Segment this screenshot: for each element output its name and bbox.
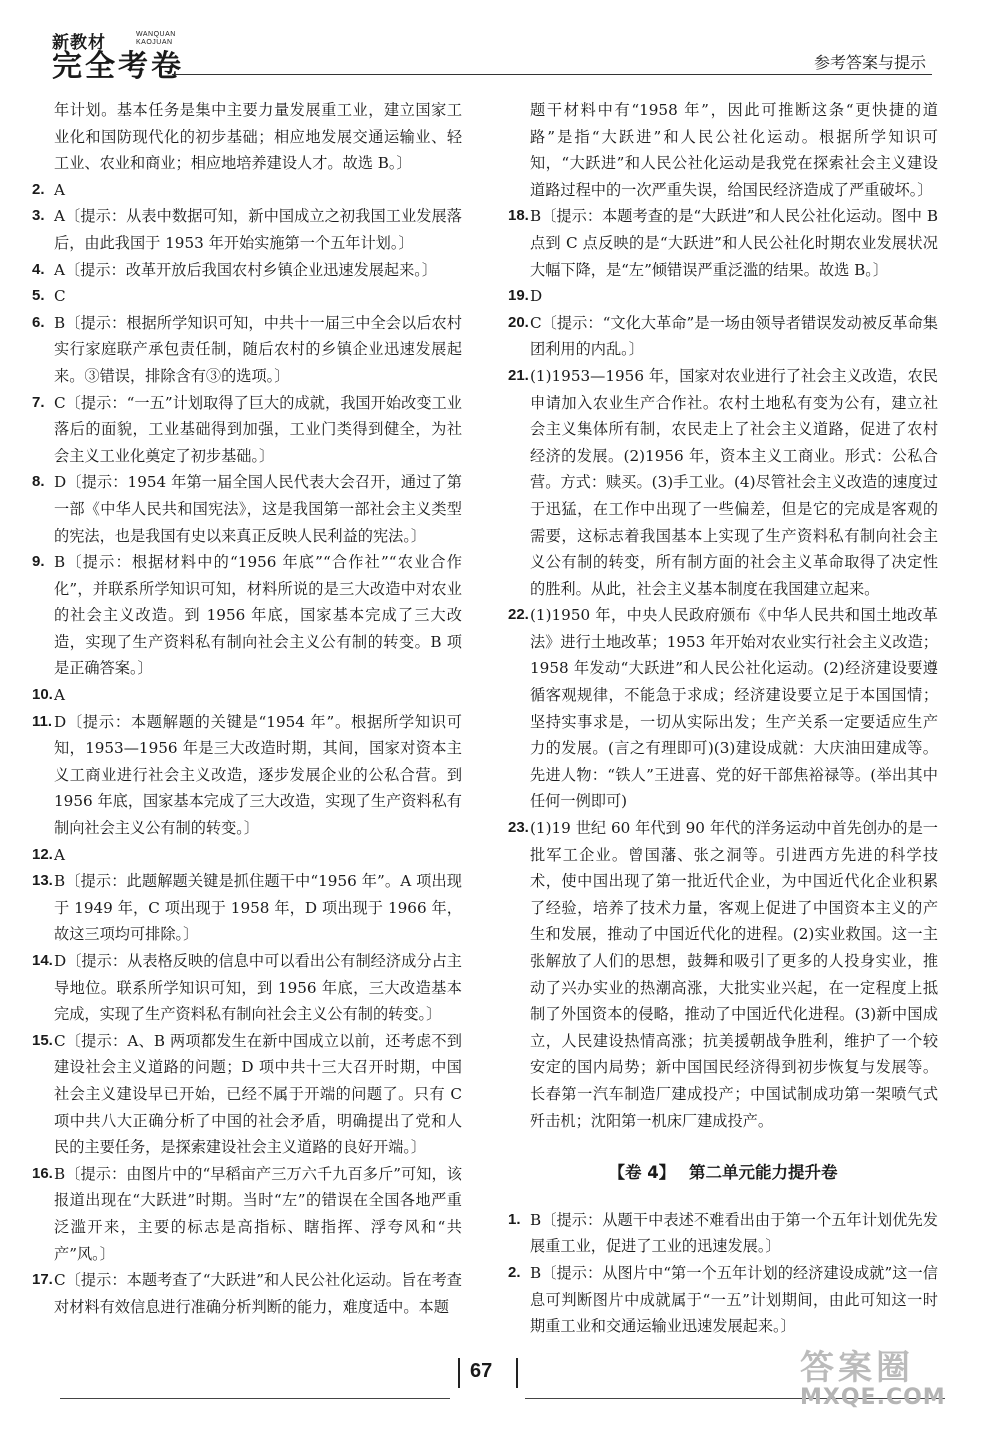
answer-item <box>32 709 462 842</box>
answer-item <box>508 310 938 363</box>
answer-number: 5. <box>32 287 45 305</box>
section-label: 【卷 4】 <box>608 1163 676 1183</box>
logo-small-text: 新教材 <box>52 33 106 53</box>
answer-item <box>32 310 462 390</box>
answer-number: 14. <box>32 952 53 969</box>
right-answer-list-top <box>508 97 938 1134</box>
answer-text: D〔提示：本题解题的关键是“1954 年”。根据所学知识可知，1953—1956 年是三大改造时期，其间，国家对资本主义工商业进行社会主义改造，逐步发展企业的公私合营。到 1956 年底，国家基本完成了三大改造，实现了生产资料私有制向社会主义公有制的转变。〕 <box>54 712 462 838</box>
answer-text: 年计划。基本任务是集中主要力量发展重工业，建立国家工业化和国防现代化的初步基础；相应地发展交通运输业、轻工业、农业和商业；相应地培养建设人才。故选 B。〕 <box>54 101 462 173</box>
page-header <box>0 0 1000 90</box>
answer-number: 7. <box>32 393 45 411</box>
answer-number: 18. <box>508 207 529 225</box>
answer-number: 2. <box>32 180 45 198</box>
footer-bar-right <box>516 1358 518 1388</box>
answer-text: A <box>54 686 65 705</box>
answer-item <box>32 283 462 310</box>
right-answer-list-bottom <box>508 1207 938 1340</box>
answer-text: A〔提示：改革开放后我国农村乡镇企业迅速发展起来。〕 <box>54 260 438 279</box>
section-heading <box>508 1160 938 1187</box>
answer-text: 题干材料中有“1958 年”，因此可推断这条“更快捷的道路”是指“大跃进”和人民公社化运动。根据所学知识可知，“大跃进”和人民公社化运动是我党在探索社会主义建设道路过程中的一次严重失误，给国民经济造成了严重破坏。〕 <box>530 101 938 199</box>
answer-item <box>508 1260 938 1340</box>
answer-item <box>32 177 462 204</box>
answer-item <box>32 682 462 709</box>
header-rule <box>172 74 932 75</box>
answer-number: 20. <box>508 313 529 331</box>
answer-item <box>32 1028 462 1161</box>
logo-big-text: 完全考卷 <box>52 49 184 84</box>
answer-number: 11. <box>32 712 53 730</box>
answer-number: 1. <box>508 1210 521 1228</box>
answer-number: 4. <box>32 260 45 278</box>
answer-item <box>32 257 462 284</box>
answer-number: 16. <box>32 1164 53 1182</box>
footer-rule-left <box>60 1398 450 1399</box>
section-title: 第二单元能力提升卷 <box>688 1163 838 1183</box>
answer-text: C <box>54 287 66 306</box>
answer-number: 6. <box>32 313 45 331</box>
page-number: 67 <box>470 1360 493 1382</box>
answer-text: B〔提示：根据所学知识可知，中共十一届三中全会以后农村实行家庭联产承包责任制，随后农村的乡镇企业迅速发展起来。③错误，排除含有③的选项。〕 <box>54 313 462 385</box>
answer-item <box>508 97 938 203</box>
watermark-text: 答案圈 <box>800 1348 914 1388</box>
answer-number: 21. <box>508 366 529 384</box>
logo-pinyin <box>136 31 176 47</box>
answer-text: B〔提示：由图片中的“早稻亩产三万六千九百多斤”可知，该报道出现在“大跃进”时期。当时“左”的错误在全国各地严重泛滥开来，主要的标志是高指标、瞎指挥、浮夸风和“共产”风。〕 <box>54 1164 462 1263</box>
answer-item <box>508 1207 938 1260</box>
answer-number: 10. <box>32 686 53 704</box>
answer-text: C〔提示：“一五”计划取得了巨大的成就，我国开始改变工业落后的面貌，工业基础得到加强，工业门类得到健全，为社会主义工业化奠定了初步基础。〕 <box>54 393 462 465</box>
answer-item <box>32 390 462 470</box>
answer-text: B〔提示：从题干中表述不难看出由于第一个五年计划优先发展重工业，促进了工业的迅速发展。〕 <box>530 1210 938 1256</box>
answer-item <box>32 97 462 177</box>
answer-text: C〔提示：本题考查了“大跃进”和人民公社化运动。旨在考查对材料有效信息进行准确分析判断的能力，难度适中。本题 <box>54 1271 462 1316</box>
answer-item <box>32 549 462 682</box>
answer-number: 3. <box>32 207 45 225</box>
answer-item <box>32 469 462 549</box>
answer-text: C〔提示：“文化大革命”是一场由领导者错误发动被反革命集团利用的内乱。〕 <box>530 313 938 359</box>
book-logo <box>52 28 184 83</box>
answer-item <box>508 602 938 815</box>
answer-number: 12. <box>32 845 53 863</box>
answer-text: B〔提示：根据材料中的“1956 年底”“合作社”“农业合作化”，并联系所学知识可知，材料所说的是三大改造中对农业的社会主义改造。到 1956 年底，国家基本完成了三大改造，实现了生产资料私有制向社会主义公有制的转变。B 项是正确答案。〕 <box>54 553 462 678</box>
answer-text: C〔提示：A、B 两项都发生在新中国成立以前，还考虑不到建设社会主义道路的问题；D 项中共十三大召开时期，中国社会主义建设早已开始，已经不属于开端的问题了。只有 C 项中共八大正确分析了中国的社会矛盾，明确提出了党和人民的主要任务，是探索建设社会主义道路的良好开端。〕 <box>54 1031 462 1157</box>
answer-number: 22. <box>508 606 529 624</box>
answer-text: B〔提示：此题解题关键是抓住题干中“1956 年”。A 项出现于 1949 年，C 项出现于 1958 年，D 项出现于 1966 年，故这三项均可排除。〕 <box>54 872 462 944</box>
answer-item <box>32 842 462 869</box>
answer-text: B〔提示：从图片中“第一个五年计划的经济建设成就”这一信息可判断图片中成就属于“一五”计划期间，由此可知这一时期重工业和交通运输业迅速发展起来。〕 <box>530 1263 938 1336</box>
answer-number: 8. <box>32 473 45 491</box>
answer-text: D〔提示：从表格反映的信息中可以看出公有制经济成分占主导地位。联系所学知识可知，到 1956 年底，三大改造基本完成，实现了生产资料私有制向社会主义公有制的转变。〕 <box>54 952 462 1024</box>
answer-item <box>32 948 462 1028</box>
answer-item <box>32 203 462 256</box>
answer-text: (1)19 世纪 60 年代到 90 年代的洋务运动中首先创办的是一批军工企业。曾国藩、张之洞等。引进西方先进的科学技术，使中国出现了第一批近代企业，为中国近代化企业积累了经验，培养了技术力量，客观上促进了中国资本主义的产生和发展，推动了中国近代化的进程。(2)实业救国。这一主张解放了人们的思想，鼓舞和吸引了更多的人投身实业，推动了兴办实业的热潮高涨，大批实业兴起，在一定程度上抵制了外国资本的侵略，推动了中国近代化进程。(3)新中国成立，人民建设热情高涨；抗美援朝战争胜利，维护了一个较安定的国内局势；新中国国民经济得到初步恢复与发展等。长春第一汽车制造厂建成投产；中国试制成功第一架喷气式歼击机；沈阳第一机床厂建成投产。 <box>530 819 938 1130</box>
answer-text: (1)1953—1956 年，国家对农业进行了社会主义改造，农民申请加入农业生产合作社。农村土地私有变为公有，建立社会主义集体所有制，农民走上了社会主义道路，促进了农村经济的发展。(2)1956 年，资本主义工商业。形式：公私合营。方式：赎买。(3)手工业。(4)尽管社会主义改造的速度过于迅猛，在工作中出现了一些偏差，但是它的完成是客观的需要，这标志着我国基本上实现了生产资料私有制向社会主义公有制的转变，所有制方面的社会主义革命取得了决定性的胜利。从此，社会主义基本制度在我国建立起来。 <box>530 366 938 598</box>
header-section-title: 参考答案与提示 <box>813 53 926 72</box>
answer-number: 17. <box>32 1271 53 1289</box>
right-answer-column <box>508 97 938 1340</box>
answer-text: D〔提示：1954 年第一届全国人民代表大会召开，通过了第一部《中华人民共和国宪法》，这是我国第一部社会主义类型的宪法，也是我国有史以来真正反映人民利益的宪法。〕 <box>54 473 462 545</box>
answer-item <box>32 1161 462 1267</box>
answer-number: 15. <box>32 1031 53 1049</box>
answer-text: D <box>530 287 543 306</box>
answer-number: 9. <box>32 553 45 571</box>
answer-number: 23. <box>508 819 529 837</box>
answer-text: A〔提示：从表中数据可知，新中国成立之初我国工业发展落后，由此我国于 1953 年开始实施第一个五年计划。〕 <box>54 207 462 252</box>
answer-item <box>508 283 938 310</box>
answer-item <box>508 363 938 602</box>
answer-text: B〔提示：本题考查的是“大跃进”和人民公社化运动。图中 B 点到 C 点反映的是“大跃进”和人民公社化时期农业发展状况大幅下降，是“左”倾错误严重泛滥的结果。故选 B。〕 <box>530 207 938 279</box>
answer-text: (1)1950 年，中央人民政府颁布《中华人民共和国土地改革法》进行土地改革；1953 年开始对农业实行社会主义改造；1958 年发动“大跃进”和人民公社化运动。(2)经济建设要遵循客观规律，不能急于求成；经济建设要立足于本国国情；坚持实事求是，一切从实际出发；生产关系一定要适应生产力的发展。(言之有理即可)(3)建设成就：大庆油田建成等。先进人物：“铁人”王进喜、党的好干部焦裕禄等。(举出其中任何一例即可) <box>530 606 938 811</box>
watermark-logo <box>800 1340 980 1426</box>
watermark-url: MXQE.COM <box>800 1385 946 1410</box>
answer-text: A <box>54 845 65 864</box>
answer-item <box>32 1267 462 1320</box>
answer-item <box>32 868 462 948</box>
left-answer-column <box>32 97 462 1320</box>
logo-pinyin-line-2: KAOJUAN <box>136 39 173 46</box>
answer-text: A <box>54 180 65 199</box>
answer-number: 13. <box>32 872 53 890</box>
answer-item <box>508 203 938 283</box>
answer-item <box>508 815 938 1134</box>
answer-number: 2. <box>508 1263 521 1281</box>
footer-bar-left <box>458 1358 460 1388</box>
answer-number: 19. <box>508 287 529 305</box>
logo-pinyin-line-1: WANQUAN <box>136 31 176 38</box>
